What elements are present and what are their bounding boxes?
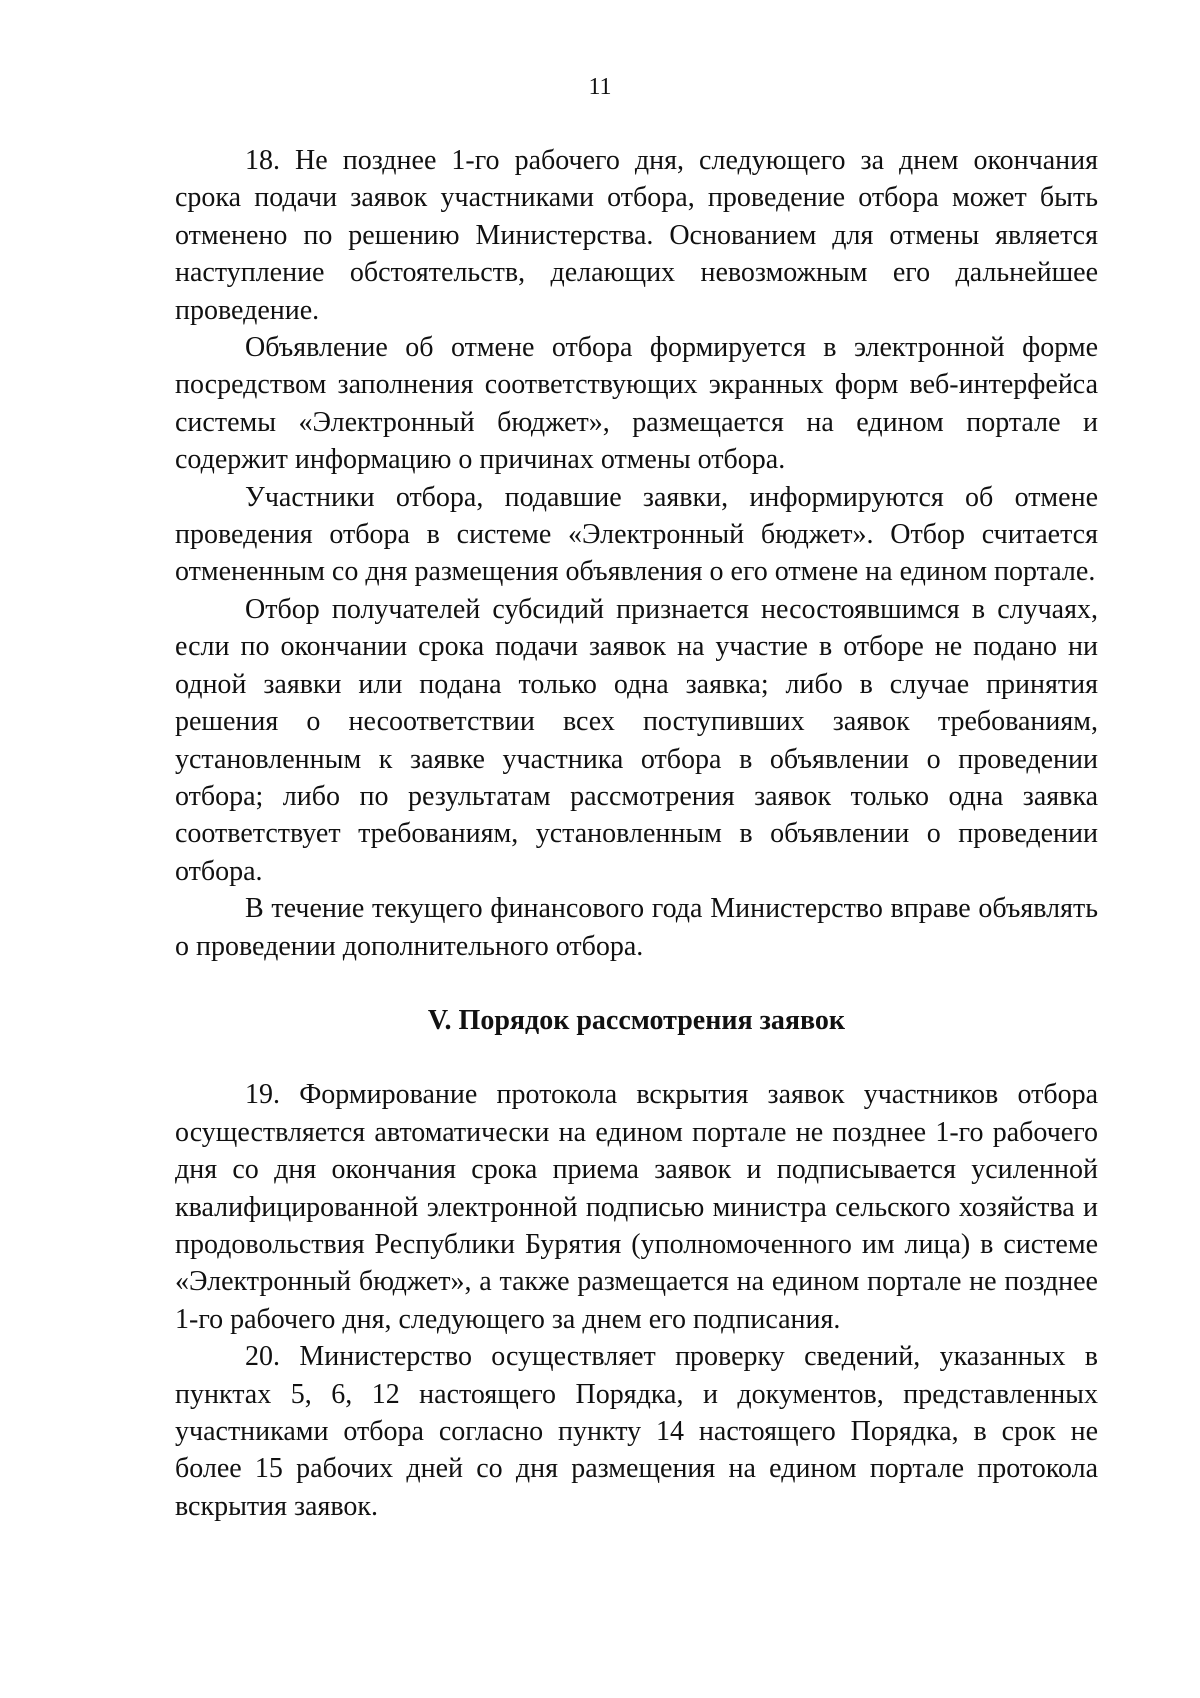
paragraph-selection-failed: Отбор получателей субсидий признается несостоявшимся в случаях, если по окончании срока подачи заявок на участие в отборе не подано ни одной заявки или подана только одна заявка; либо в случае принятия решения о несоответствии всех поступивших заявок требованиям, установленным к заявке участника отбора в объявлении о проведении отбора; либо по результатам рассмотрения заявок только одна заявка соответствует требованиям, установленным в объявлении о проведении отбора. xyxy=(175,593,1098,887)
section-heading: V. Порядок рассмотрения заявок xyxy=(427,1004,846,1036)
paragraph-cancel-announcement: Объявление об отмене отбора формируется в электронной форме посредством заполнения соответствующих экранных форм веб-интерфейса системы «Электронный бюджет», размещается на едином портале и содержит информацию о причинах отмены отбора. xyxy=(175,332,1098,476)
paragraph-19: 19. Формирование протокола вскрытия заявок участников отбора осуществляется автоматически на едином портале не позднее 1-го рабочего дня со дня окончания срока приема заявок и подписывается усиленной квалифицированной электронной подписью министра сельского хозяйства и продовольствия Республики Бурятия (уполномоченного им лица) в системе «Электронный бюджет», а также размещается на едином портале не позднее 1-го рабочего дня, следующего за днем его подписания. xyxy=(175,1079,1098,1335)
paragraph-18: 18. Не позднее 1-го рабочего дня, следующего за днем окончания срока подачи заявок участниками отбора, проведение отбора может быть отменено по решению Министерства. Основанием для отмены является наступление обстоятельств, делающих невозможным его дальнейшее проведение. xyxy=(175,145,1098,326)
paragraph-participants-informed: Участники отбора, подавшие заявки, информируются об отмене проведения отбора в системе «Электронный бюджет». Отбор считается отмененным со дня размещения объявления о его отмене на едином портале. xyxy=(175,481,1098,588)
document-body xyxy=(175,142,1098,1525)
paragraph-20: 20. Министерство осуществляет проверку сведений, указанных в пунктах 5, 6, 12 настоящего Порядка, и документов, представленных участниками отбора согласно пункту 14 настоящего Порядка, в срок не более 15 рабочих дней со дня размещения на едином портале протокола вскрытия заявок. xyxy=(175,1341,1098,1522)
paragraph-additional-selection: В течение текущего финансового года Министерство вправе объявлять о проведении дополнительного отбора. xyxy=(175,893,1098,962)
page-number: 11 xyxy=(588,74,612,100)
